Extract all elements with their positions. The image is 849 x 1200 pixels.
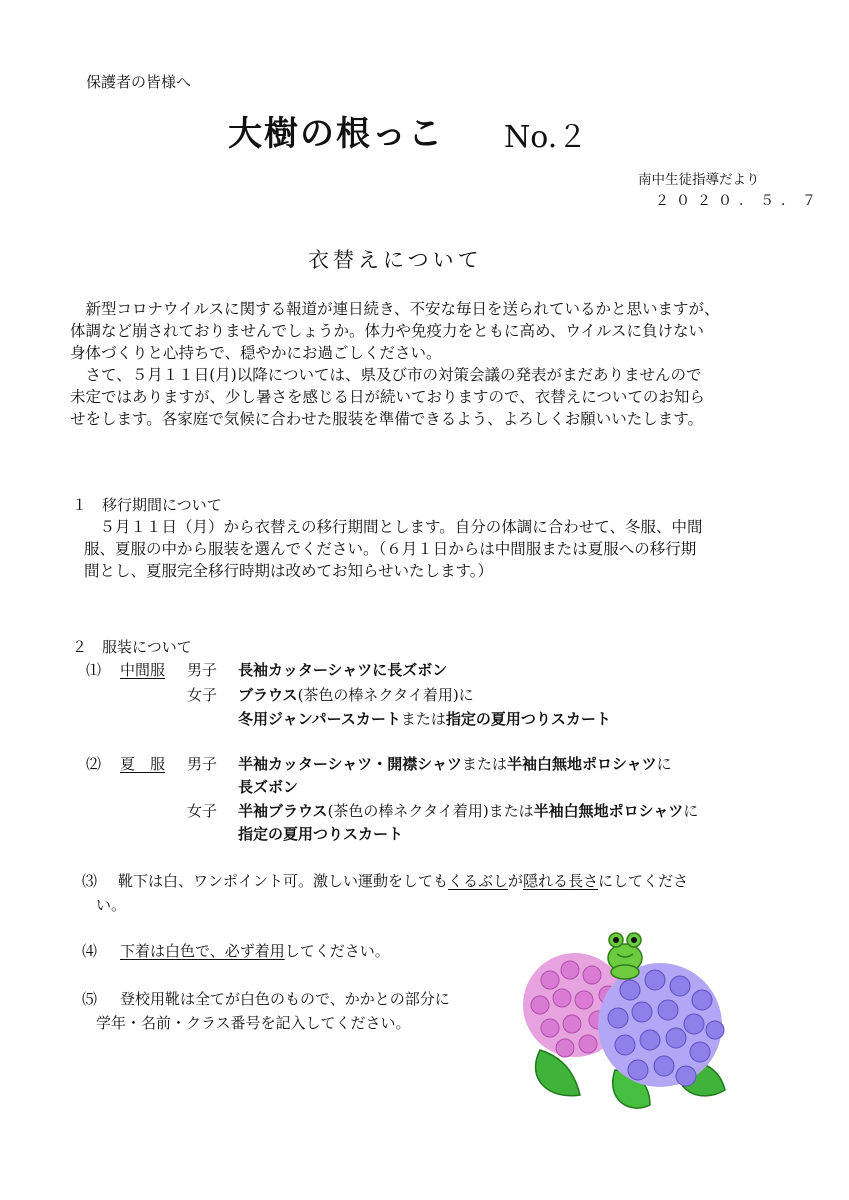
item4-line bbox=[120, 940, 390, 961]
item5-line1: 登校用靴は全てが白色のもので、かかとの部分に bbox=[120, 990, 450, 1008]
item2-girl-label: 女子 bbox=[187, 802, 218, 820]
intro-line: さて、５月１１日(月)以降については、県及び市の対策会議の発表がまだありませんので bbox=[70, 366, 702, 384]
item1-boy-label: 男子 bbox=[187, 661, 218, 679]
item2-boy-or: または bbox=[461, 755, 507, 773]
intro-line: 未定ではありますが、少し暑さを感じる日が続いておりますので、衣替えについてのお知ら bbox=[70, 388, 705, 406]
item3-mid: が bbox=[508, 872, 524, 890]
item2-boy-tail: に bbox=[656, 755, 672, 773]
item4-post: してください。 bbox=[284, 942, 390, 960]
item1-girl-tie-note: (茶色の棒ネクタイ着用) bbox=[297, 686, 459, 704]
item4-num: ⑷ bbox=[82, 942, 98, 960]
intro-line: 新型コロナウイルスに関する報道が連日続き、不安な毎日を送られているかと思いますが、 bbox=[70, 300, 720, 318]
section1-body bbox=[84, 516, 784, 582]
publisher: 南中生徒指導だより bbox=[638, 172, 760, 188]
section1-line: ５月１１日（月）から衣替えの移行期間とします。自分の体調に合わせて、冬服、中間 bbox=[84, 518, 703, 536]
item2-girl-line2: 指定の夏用つりスカート bbox=[238, 825, 404, 843]
intro-line: せをします。各家庭で気候に合わせた服装を準備できるよう、よろしくお願いいたします。 bbox=[70, 410, 704, 428]
item2-girl-line1 bbox=[238, 800, 698, 821]
item4-underwear: 下着は白色で、必ず着用 bbox=[120, 942, 285, 960]
item2-label: 夏 服 bbox=[120, 755, 166, 773]
intro-line: 体調など崩されておりませんでしょうか。体力や免疫力をともに高め、ウイルスに負けない bbox=[70, 322, 704, 340]
item1-girl-summer-skirt: 指定の夏用つりスカート bbox=[445, 710, 611, 728]
item1-num: ⑴ bbox=[86, 661, 102, 679]
item3-length: 長さ bbox=[568, 872, 599, 890]
frog-icon bbox=[608, 933, 642, 979]
item1-girl-winter-skirt: 冬用ジャンパースカート bbox=[238, 710, 401, 728]
greeting: 保護者の皆様へ bbox=[86, 73, 192, 91]
item1-label: 中間服 bbox=[120, 661, 166, 679]
item1-girl-blouse: ブラウス bbox=[238, 686, 298, 704]
item1-girl-line1 bbox=[238, 684, 474, 705]
item2-boy-shirts: 半袖カッターシャツ・開襟シャツ bbox=[238, 755, 462, 773]
item2-num: ⑵ bbox=[86, 755, 102, 773]
item3-pre: 靴下は白、ワンポイント可。激しい運動をしても bbox=[118, 872, 449, 890]
item1-girl-or: または bbox=[400, 710, 446, 728]
section1-heading: １ 移行期間について bbox=[72, 496, 222, 514]
intro-paragraph bbox=[70, 298, 785, 430]
section1-line: 服、夏服の中から服装を選んでください。（６月１日からは中間服または夏服への移行期 bbox=[84, 540, 697, 558]
subject-heading: 衣替えについて bbox=[308, 248, 483, 272]
item2-boy-label: 男子 bbox=[187, 755, 218, 773]
newsletter-title: 大樹の根っこ bbox=[228, 114, 444, 154]
item1-girl-label: 女子 bbox=[187, 686, 218, 704]
item3-hidden: 隠れる bbox=[523, 872, 569, 890]
item3-ankle: くるぶし bbox=[448, 872, 509, 890]
item1-boy-text: 長袖カッターシャツに長ズボン bbox=[238, 661, 448, 679]
item2-girl-tie-note: (茶色の棒ネクタイ着用)または bbox=[327, 802, 534, 820]
issue-number: No.２ bbox=[504, 120, 588, 155]
item2-boy-line1 bbox=[238, 753, 672, 774]
item2-girl-blouse: 半袖ブラウス bbox=[238, 802, 328, 820]
item1-girl-line2 bbox=[238, 708, 611, 729]
item5-num: ⑸ bbox=[82, 990, 98, 1008]
item2-girl-tail: に bbox=[683, 802, 699, 820]
issue-date: ２０２０．５．７ bbox=[655, 193, 823, 209]
item1-girl-tail: に bbox=[458, 686, 474, 704]
item3-num: ⑶ bbox=[82, 872, 98, 890]
hydrangea-frog-illustration bbox=[520, 920, 730, 1115]
intro-line: 身体づくりと心持ちで、穏やかにお過ごしください。 bbox=[70, 344, 442, 362]
item2-girl-polo: 半袖白無地ポロシャツ bbox=[533, 802, 684, 820]
item2-boy-line2: 長ズボン bbox=[238, 778, 299, 796]
item3-line2: い。 bbox=[96, 896, 127, 914]
item3-line1 bbox=[118, 870, 688, 891]
section1-line: 間とし、夏服完全移行時期は改めてお知らせいたします。） bbox=[84, 562, 494, 580]
item3-post: にしてくださ bbox=[598, 872, 689, 890]
item2-boy-polo: 半袖白無地ポロシャツ bbox=[506, 755, 657, 773]
item5-line2: 学年・名前・クラス番号を記入してください。 bbox=[96, 1014, 411, 1032]
section2-heading: ２ 服装について bbox=[72, 638, 192, 656]
